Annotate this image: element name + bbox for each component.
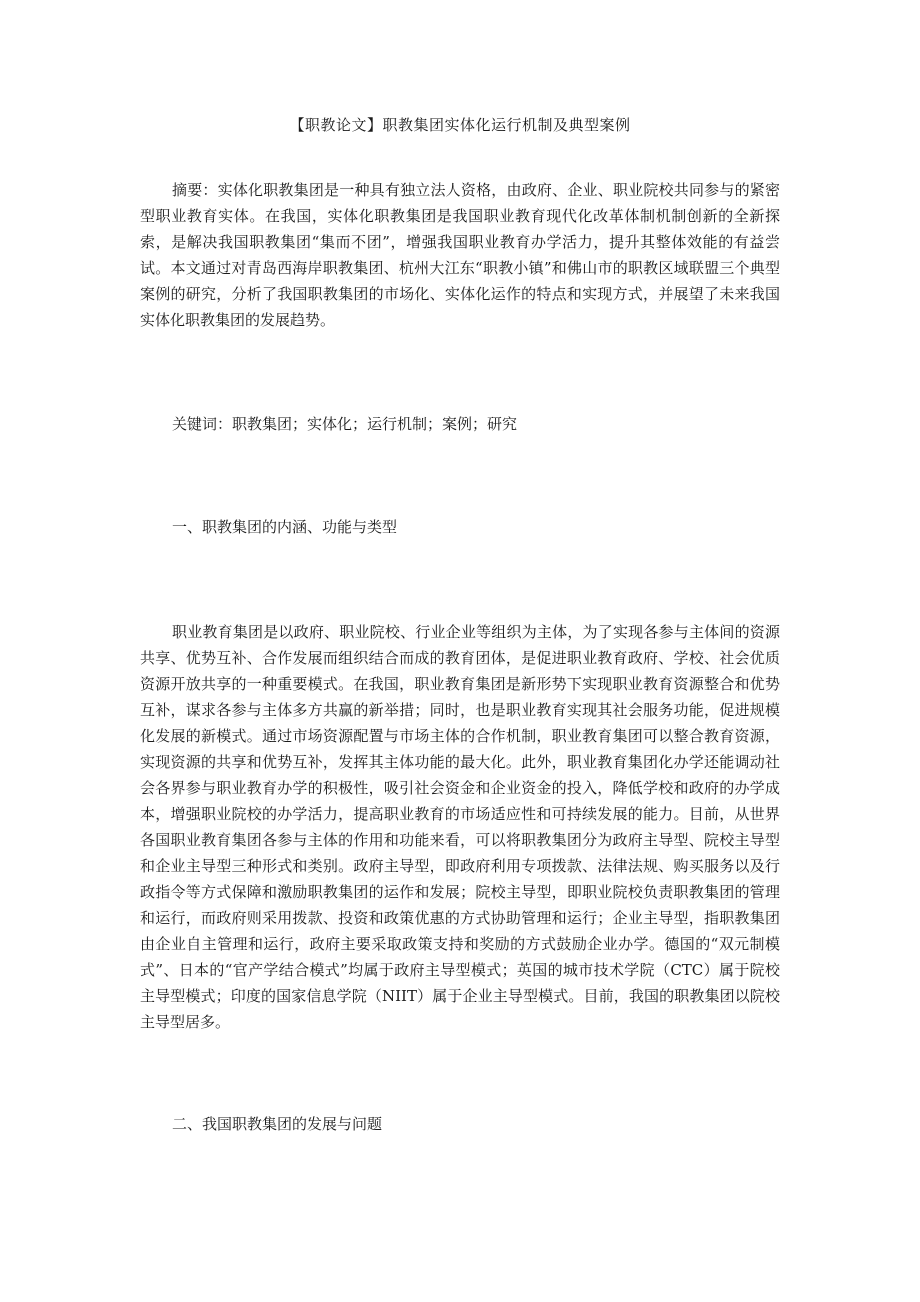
body-paragraph-1: 职业教育集团是以政府、职业院校、行业企业等组织为主体，为了实现各参与主体间的资源共享、优势互补、合作发展而组织结合而成的教育团体，是促进职业教育政府、学校、社会优质资源开放共享的一种重要模式。在我国，职业教育集团是新形势下实现职业教育资源整合和优势互补，谋求各参与主体多方共赢的新举措；同时，也是职业教育实现其社会服务功能，促进规模化发展的新模式。通过市场资源配置与市场主体的合作机制，职业教育集团可以整合教育资源，实现资源的共享和优势互补，发挥其主体功能的最大化。此外，职业教育集团化办学还能调动社会各界参与职业教育办学的积极性，吸引社会资金和企业资金的投入，降低学校和政府的办学成本，增强职业院校的办学活力，提高职业教育的市场适应性和可持续发展的能力。目前，从世界各国职业教育集团各参与主体的作用和功能来看，可以将职教集团分为政府主导型、院校主导型和企业主导型三种形式和类别。政府主导型，即政府利用专项拨款、法律法规、购买服务以及行政指令等方式保障和激励职教集团的运作和发展；院校主导型，即职业院校负责职教集团的管理和运行，而政府则采用拨款、投资和政策优惠的方式协助管理和运行；企业主导型，指职教集团由企业自主管理和运行，政府主要采取政策支持和奖励的方式鼓励企业办学。德国的“双元制模式”、日本的“官产学结合模式”均属于政府主导型模式；英国的城市技术学院（CTC）属于院校主导型模式；印度的国家信息学院（NIIT）属于企业主导型模式。目前，我国的职教集团以院校主导型居多。 [140,623,780,1031]
abstract-paragraph: 摘要：实体化职教集团是一种具有独立法人资格，由政府、企业、职业院校共同参与的紧密型职业教育实体。在我国，实体化职教集团是我国职业教育现代化改革体制机制创新的全新探索，是解决我国职教集团“集而不团”，增强我国职业教育办学活力，提升其整体效能的有益尝试。本文通过对青岛西海岸职教集团、杭州大江东“职教小镇”和佛山市的职教区域联盟三个典型案例的研究，分析了我国职教集团的市场化、实体化运作的特点和实现方式，并展望了未来我国实体化职教集团的发展趋势。 [140,181,780,329]
section-heading-1: 一、职教集团的内涵、功能与类型 [172,518,398,536]
section-heading-2: 二、我国职教集团的发展与问题 [172,1115,383,1133]
keywords-line: 关键词：职教集团；实体化；运行机制；案例；研究 [172,415,518,433]
document-title: 【职教论文】职教集团实体化运行机制及典型案例 [289,116,631,134]
